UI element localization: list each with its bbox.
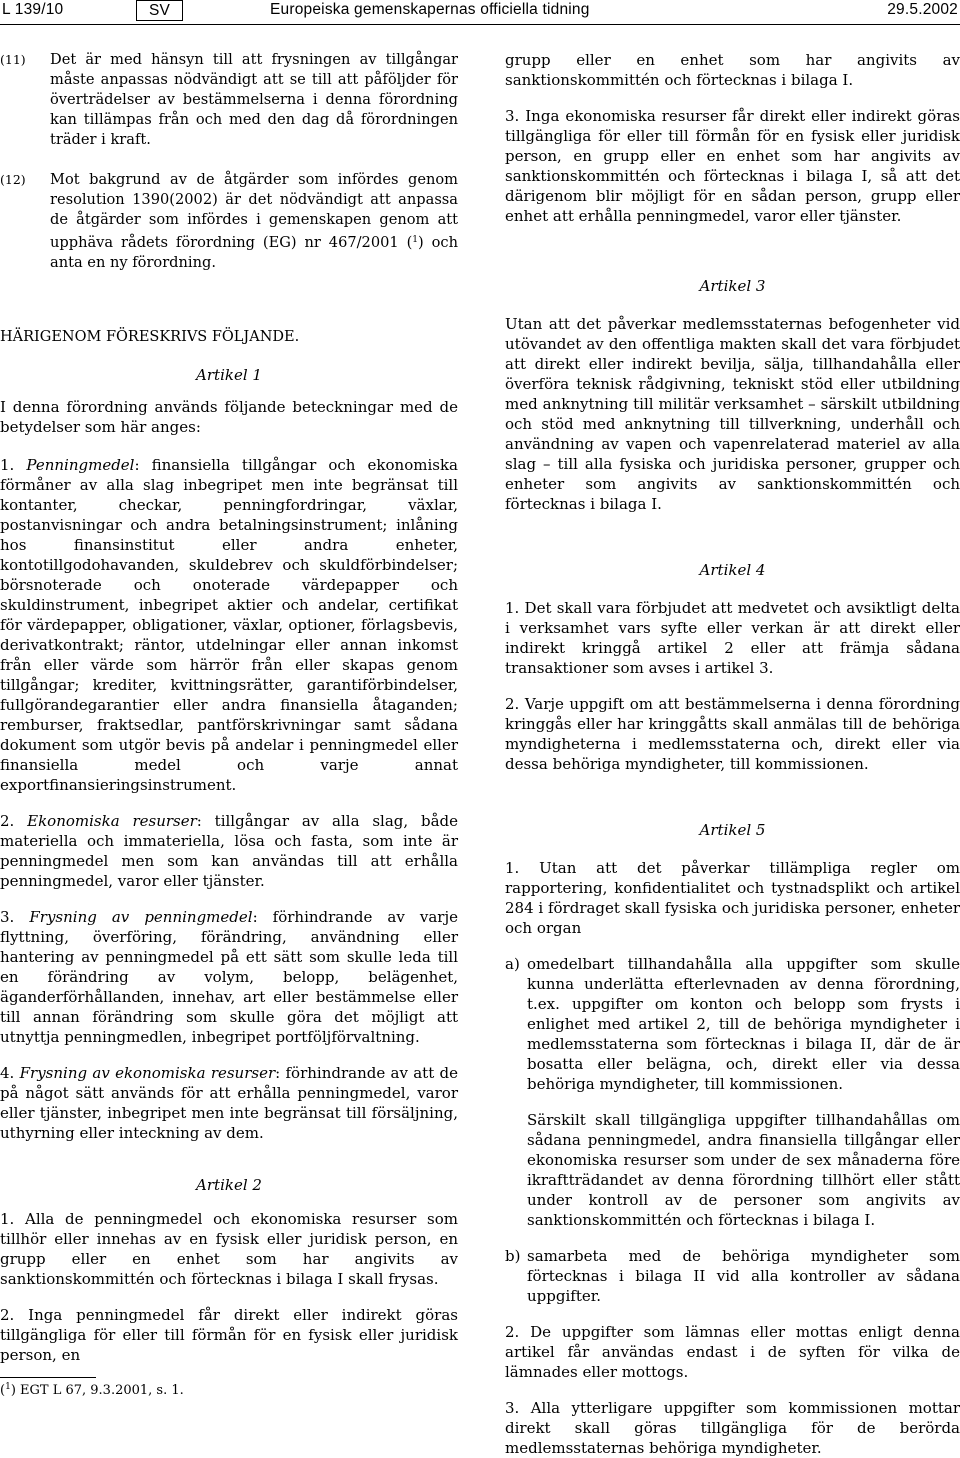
definition-number: 2.	[0, 812, 15, 830]
definition-text: : förhindrande av att de på något sätt används för att erhålla penningmedel, varor eller tjänster, inbegripet men inte begränsat till försäljning, uthyrning eller inteckning av dem.	[0, 1064, 458, 1142]
recital-text-cont: ) och anta en ny förordning.	[50, 234, 458, 271]
definition-term: Frysning av penningmedel	[29, 908, 253, 926]
page-reference: L 139/10	[2, 1, 64, 18]
article-1-intro: I denna förordning används följande beteckningar med de betydelser som här anges:	[0, 398, 458, 436]
definition-term: Ekonomiska resurser	[27, 812, 197, 830]
recital-number: (11)	[0, 52, 26, 67]
article-2-paragraph-3: 3. Inga ekonomiska resurser får direkt eller indirekt göras tillgängliga för eller till förmån för en fysisk eller juridisk person, en grupp eller en enhet som har angivits av sanktionskommittén och förtecknas i bilaga I, så att det därigenom blir möjligt för en sådan person, grupp eller enhet att erhålla penningmedel, varor eller tjänster.	[505, 107, 960, 225]
item-text: omedelbart tillhandahålla alla uppgifter som skulle kunna underlätta efterlevnaden av denna förordning, t.ex. uppgifter om konton och belopp som frysts i enlighet med artikel 2, till de behöriga myndigheter i medlemsstaterna som förtecknas i bilaga II, där de är bosatta eller belägna, och, direkt eller via dessa behöriga myndigheter, till kommissionen.	[527, 955, 960, 1093]
journal-title: Europeiska gemenskapernas officiella tidning	[270, 1, 590, 18]
page-header	[0, 0, 960, 22]
article-4-paragraph-2: 2. Varje uppgift om att bestämmelserna i denna förordning kringgås eller har kringgåtts skall anmälas till de behöriga myndigheterna i medlemsstaterna och, direkt eller via dessa behöriga myndigheter, till kommissionen.	[505, 695, 960, 773]
definition-term: Penningmedel	[26, 456, 135, 474]
definition-text: : tillgångar av alla slag, både materiella och immateriella, lösa och fasta, som inte är penningmedel men som kan användas till att erhålla penningmedel, varor eller tjänster.	[0, 812, 458, 890]
article-2-paragraph-2: 2. Inga penningmedel får direkt eller indirekt göras tillgängliga för eller till förmån för en fysisk eller juridisk person, en	[0, 1306, 458, 1364]
footnote: ($^1$) EGT L 67, 9.3.2001, s. 1.	[0, 1382, 184, 1398]
article-5-heading: Artikel 5	[699, 821, 766, 839]
article-5-paragraph-3: 3. Alla ytterligare uppgifter som kommissionen mottar direkt skall göras tillgängliga för de berörda medlemsstaternas behöriga myndigheter.	[505, 1399, 960, 1457]
publication-date: 29.5.2002	[887, 1, 958, 18]
footnote-text: EGT L 67, 9.3.2001, s. 1.	[20, 1383, 184, 1398]
recital-12	[0, 170, 458, 273]
definition-text: : finansiella tillgångar och ekonomiska förmåner av alla slag inbegripet men inte begränsat till kontanter, checkar, penningfordringar, växlar, postanvisningar och andra betalningsinstrument; inlåning hos finansinstitut eller andra enheter, kontotillgodohavanden, skuldebrev och skuldförbindelser; börsnoterade och onoterade värdepapper och skuldinstrument, inbegripet aktier och andelar, certifikat för värdepapper, obligationer, växlar, optioner, förlagsbevis, derivatkontrakt; räntor, utdelningar eller annan inkomst från eller värde som härrör från eller skapas genom tillgångar; krediter, kvittningsrätter, garantiförbindelser, fullgörandegarantier eller andra finansiella åtaganden; remburser, fraktsedlar, pantförskrivningar samt sådana dokument som utgör bevis på andelar i penningmedel eller finansiella medel och varje annat exportfinansieringsinstrument.	[0, 456, 458, 794]
definition-2	[0, 811, 458, 891]
article-3-text: Utan att det påverkar medlemsstaternas befogenheter vid utövandet av den offentliga makten skall det vara förbjudet att direkt eller indirekt bevilja, sälja, tillhandahålla eller överföra teknisk rådgivning, tekniskt stöd eller utbildning med anknytning till militär verksamhet – särskilt utbildning och stöd med anknytning till tillverkning, underhåll och användning av vapen och vapenrelaterad materiel av alla slag – till alla fysiska och juridiska personer, grupper och enheter som angivits av sanktionskommittén och förtecknas i bilaga I.	[505, 315, 960, 513]
article-5-paragraph-2: 2. De uppgifter som lämnas eller mottas enligt denna artikel får användas endast i de syften för vilka de lämnades eller mottogs.	[505, 1323, 960, 1381]
recital-11	[0, 50, 458, 150]
article-5-item-a	[505, 954, 960, 1230]
article-2-paragraph-1: 1. Alla de penningmedel och ekonomiska resurser som tillhör eller innehas av en fysisk eller juridisk person, en grupp eller en enhet som har angivits av sanktionskommittén och förtecknas i bilaga I skall frysas.	[0, 1210, 458, 1288]
article-4-paragraph-1: 1. Det skall vara förbjudet att medvetet och avsiktligt delta i verksamhet vars syfte eller verkan är att direkt eller indirekt kringgå artikel 2 eller att främja sådana transaktioner som avses i artikel 3.	[505, 599, 960, 677]
definition-number: 4.	[0, 1064, 15, 1082]
right-column	[505, 50, 960, 1458]
item-text-2: Särskilt skall tillgängliga uppgifter tillhandahållas om sådana penningmedel, andra finansiella tillgångar eller ekonomiska resurser som under de sex månaderna före ikraftträdandet av denna förordning tillhört eller stått under kontroll av de personer som angivits av sanktionskommittén och förtecknas i bilaga I.	[527, 1111, 960, 1229]
enacting-formula: HÄRIGENOM FÖRESKRIVS FÖLJANDE.	[0, 329, 300, 345]
recital-text: Det är med hänsyn till att frysningen av tillgångar måste anpassas nödvändigt att se till att påföljder för överträdelser av bestämmelserna i denna förordning kan tillämpas från och med den dag då förordningen träder i kraft.	[50, 51, 458, 148]
left-column	[0, 50, 458, 1365]
footnote-ref: 1	[412, 235, 419, 245]
article-2-heading: Artikel 2	[196, 1176, 262, 1194]
definition-text: : förhindrande av varje flyttning, överföring, förändring, användning eller hantering av penningmedel på ett sätt som skulle leda till en förändring av volym, belopp, belägenhet, äganderförhållanden, innehav, art eller bestämmelse eller till annan förändring som skulle göra det möjligt att utnyttja penningmedlen, inbegripet portföljförvaltning.	[0, 908, 458, 1046]
definition-number: 3.	[0, 908, 15, 926]
definition-4	[0, 1063, 458, 1143]
item-letter: b)	[505, 1247, 521, 1265]
language-code-box: SV	[136, 0, 183, 21]
definition-3	[0, 907, 458, 1047]
article-2-paragraph-2-cont: grupp eller en enhet som har angivits av sanktionskommittén och förtecknas i bilaga I.	[505, 51, 960, 89]
article-5-item-b	[505, 1246, 960, 1306]
article-5-paragraph-1: 1. Utan att det påverkar tillämpliga regler om rapportering, konfidentialitet och tystnadsplikt och artikel 284 i fördraget skall fysiska och juridiska personer, enheter och organ	[505, 859, 960, 937]
definition-1	[0, 455, 458, 795]
definition-term: Frysning av ekonomiska resurser	[19, 1064, 276, 1082]
header-rule	[0, 24, 960, 25]
article-1-heading: Artikel 1	[196, 366, 262, 384]
footnote-number: 1	[5, 1382, 11, 1392]
article-4-heading: Artikel 4	[699, 561, 766, 579]
article-3-heading: Artikel 3	[699, 277, 766, 295]
item-letter: a)	[505, 955, 520, 973]
definition-number: 1.	[0, 456, 15, 474]
recital-number: (12)	[0, 172, 26, 187]
item-text: samarbeta med de behöriga myndigheter som förtecknas i bilaga II vid alla kontroller av sådana uppgifter.	[527, 1247, 960, 1305]
recital-text: Mot bakgrund av de åtgärder som infördes genom resolution 1390(2002) är det nödvändigt att anpassa de åtgärder som infördes i gemenskapen genom att upphäva rådets förordning (EG) nr 467/2001 (	[50, 171, 458, 251]
